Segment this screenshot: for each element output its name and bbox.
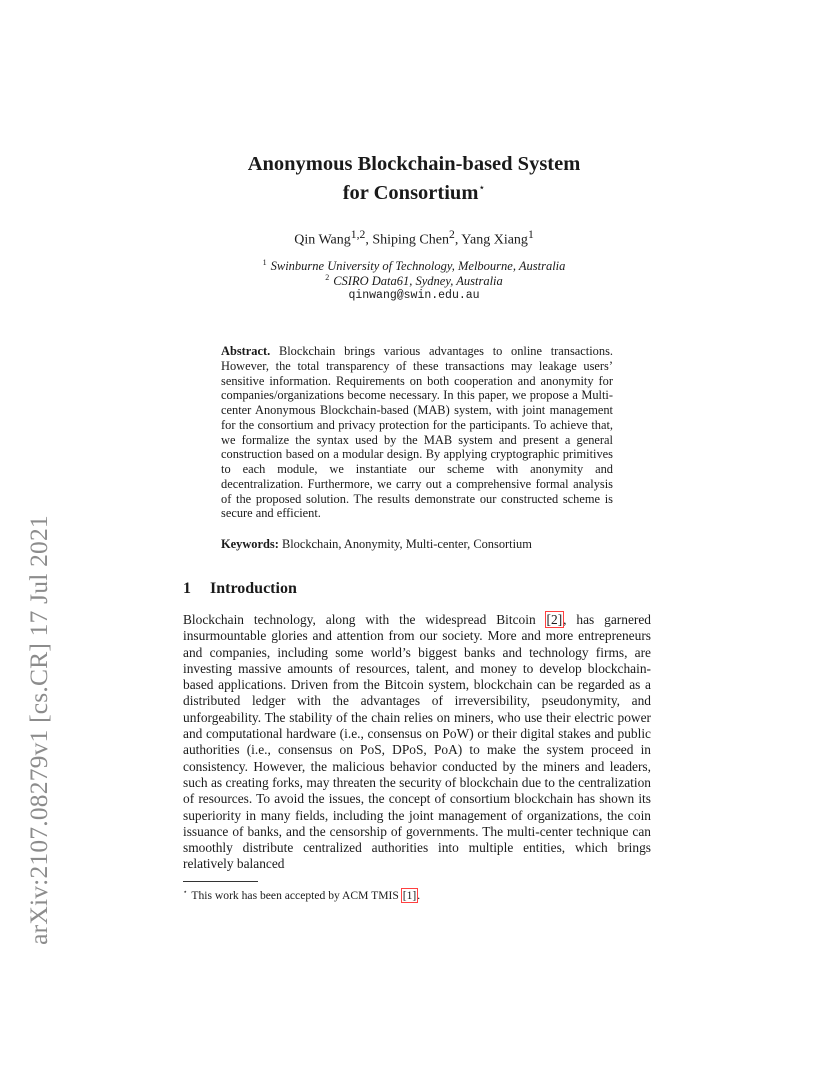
- title-text: for Consortium: [342, 181, 479, 204]
- affiliation-2: [0, 273, 828, 289]
- arxiv-side-label: [18, 300, 60, 945]
- affiliation-number: 2: [325, 273, 330, 282]
- paper-title-line-1: Anonymous Blockchain-based System: [247, 153, 581, 175]
- author-list: [0, 228, 828, 249]
- affiliation-text: CSIRO Data61, Sydney, Australia: [333, 274, 503, 289]
- author-name: Qin Wang: [294, 232, 351, 248]
- section-number: 1: [183, 580, 191, 597]
- intro-text: , has garnered insurmountable glories and attention from our society. More and more entrepreneurs and companies, including some world’s biggest banks and technology firms, are investing massive amounts of resources, talent, and money to develop blockchain-based applications. Driven from the Bitcoin system, blockchain can be regarded as a distributed ledger with the advantages of irreversibility, pseudonymity, and unforgeability. The stability of the chain relies on miners, who use their electric power and computational hardware (i.e., consensus on PoW) or their digital stakes and public authorities (i.e., consensus on PoS, DPoS, PoA) to make the system proceed in consistency. However, the malicious behavior conducted by the miners and leaders, such as creating forks, may threaten the security of blockchain due to the centralization of resources. To avoid the issues, the concept of consortium blockchain has shown its superiority in many fields, including the joint management of organizations, the coin issuance of banks, and the censorship of governments. The multi-center technique can smoothly distribute centralized authorities into multiple entities, which brings relatively balanced: [183, 612, 651, 872]
- arxiv-identifier: arXiv:2107.08279v1 [cs.CR] 17 Jul 2021: [24, 515, 53, 945]
- keywords: [221, 537, 613, 552]
- keywords-label: Keywords:: [221, 537, 279, 551]
- section-heading: [183, 580, 297, 598]
- paper-title-line-2: [0, 176, 828, 206]
- introduction-paragraph: [183, 612, 651, 873]
- citation-link[interactable]: [1]: [402, 888, 417, 902]
- footnote-rule: [183, 881, 258, 882]
- author-email: qinwang@swin.edu.au: [348, 289, 480, 302]
- citation-link[interactable]: [2]: [546, 612, 563, 627]
- keywords-text: Blockchain, Anonymity, Multi-center, Consortium: [281, 537, 532, 551]
- intro-text: Blockchain technology, along with the widespread Bitcoin: [183, 612, 546, 627]
- abstract: [221, 344, 613, 521]
- section-title: Introduction: [210, 580, 297, 597]
- author-name: , Yang Xiang: [454, 232, 528, 248]
- footnote: [183, 885, 420, 903]
- abstract-label: Abstract.: [221, 344, 271, 358]
- abstract-text: Blockchain brings various advantages to online transactions. However, the total transparency of these transactions may leakage users’ sensitive information. Requirements on both cooperation and anonymity for companies/organizations become necessary. In this paper, we propose a Multi-center Anonymous Blockchain-based (MAB) system, with joint management for the consortium and privacy protection for the participants. To achieve that, we formalize the syntax used by the MAB system and present a general construction based on a modular design. By applying cryptographic primitives to each module, we instantiate our scheme with anonymity and decentralization. Furthermore, we carry out a comprehensive formal analysis of the proposed solution. The results demonstrate our constructed scheme is secure and efficient.: [221, 344, 613, 521]
- title-footnote-mark: ⋆: [478, 182, 486, 194]
- author-affiliation-sup: 1,2: [350, 228, 366, 241]
- affiliation-number: 1: [262, 258, 267, 267]
- footnote-text: This work has been accepted by ACM TMIS: [191, 888, 402, 902]
- affiliation-1: [0, 258, 828, 274]
- footnote-end: .: [417, 888, 421, 902]
- affiliation-text: Swinburne University of Technology, Melbourne, Australia: [270, 259, 566, 274]
- footnote-mark: ⋆: [183, 888, 188, 896]
- author-affiliation-sup: 2: [448, 228, 455, 241]
- author-name: , Shiping Chen: [365, 232, 449, 248]
- author-affiliation-sup: 1: [527, 228, 534, 241]
